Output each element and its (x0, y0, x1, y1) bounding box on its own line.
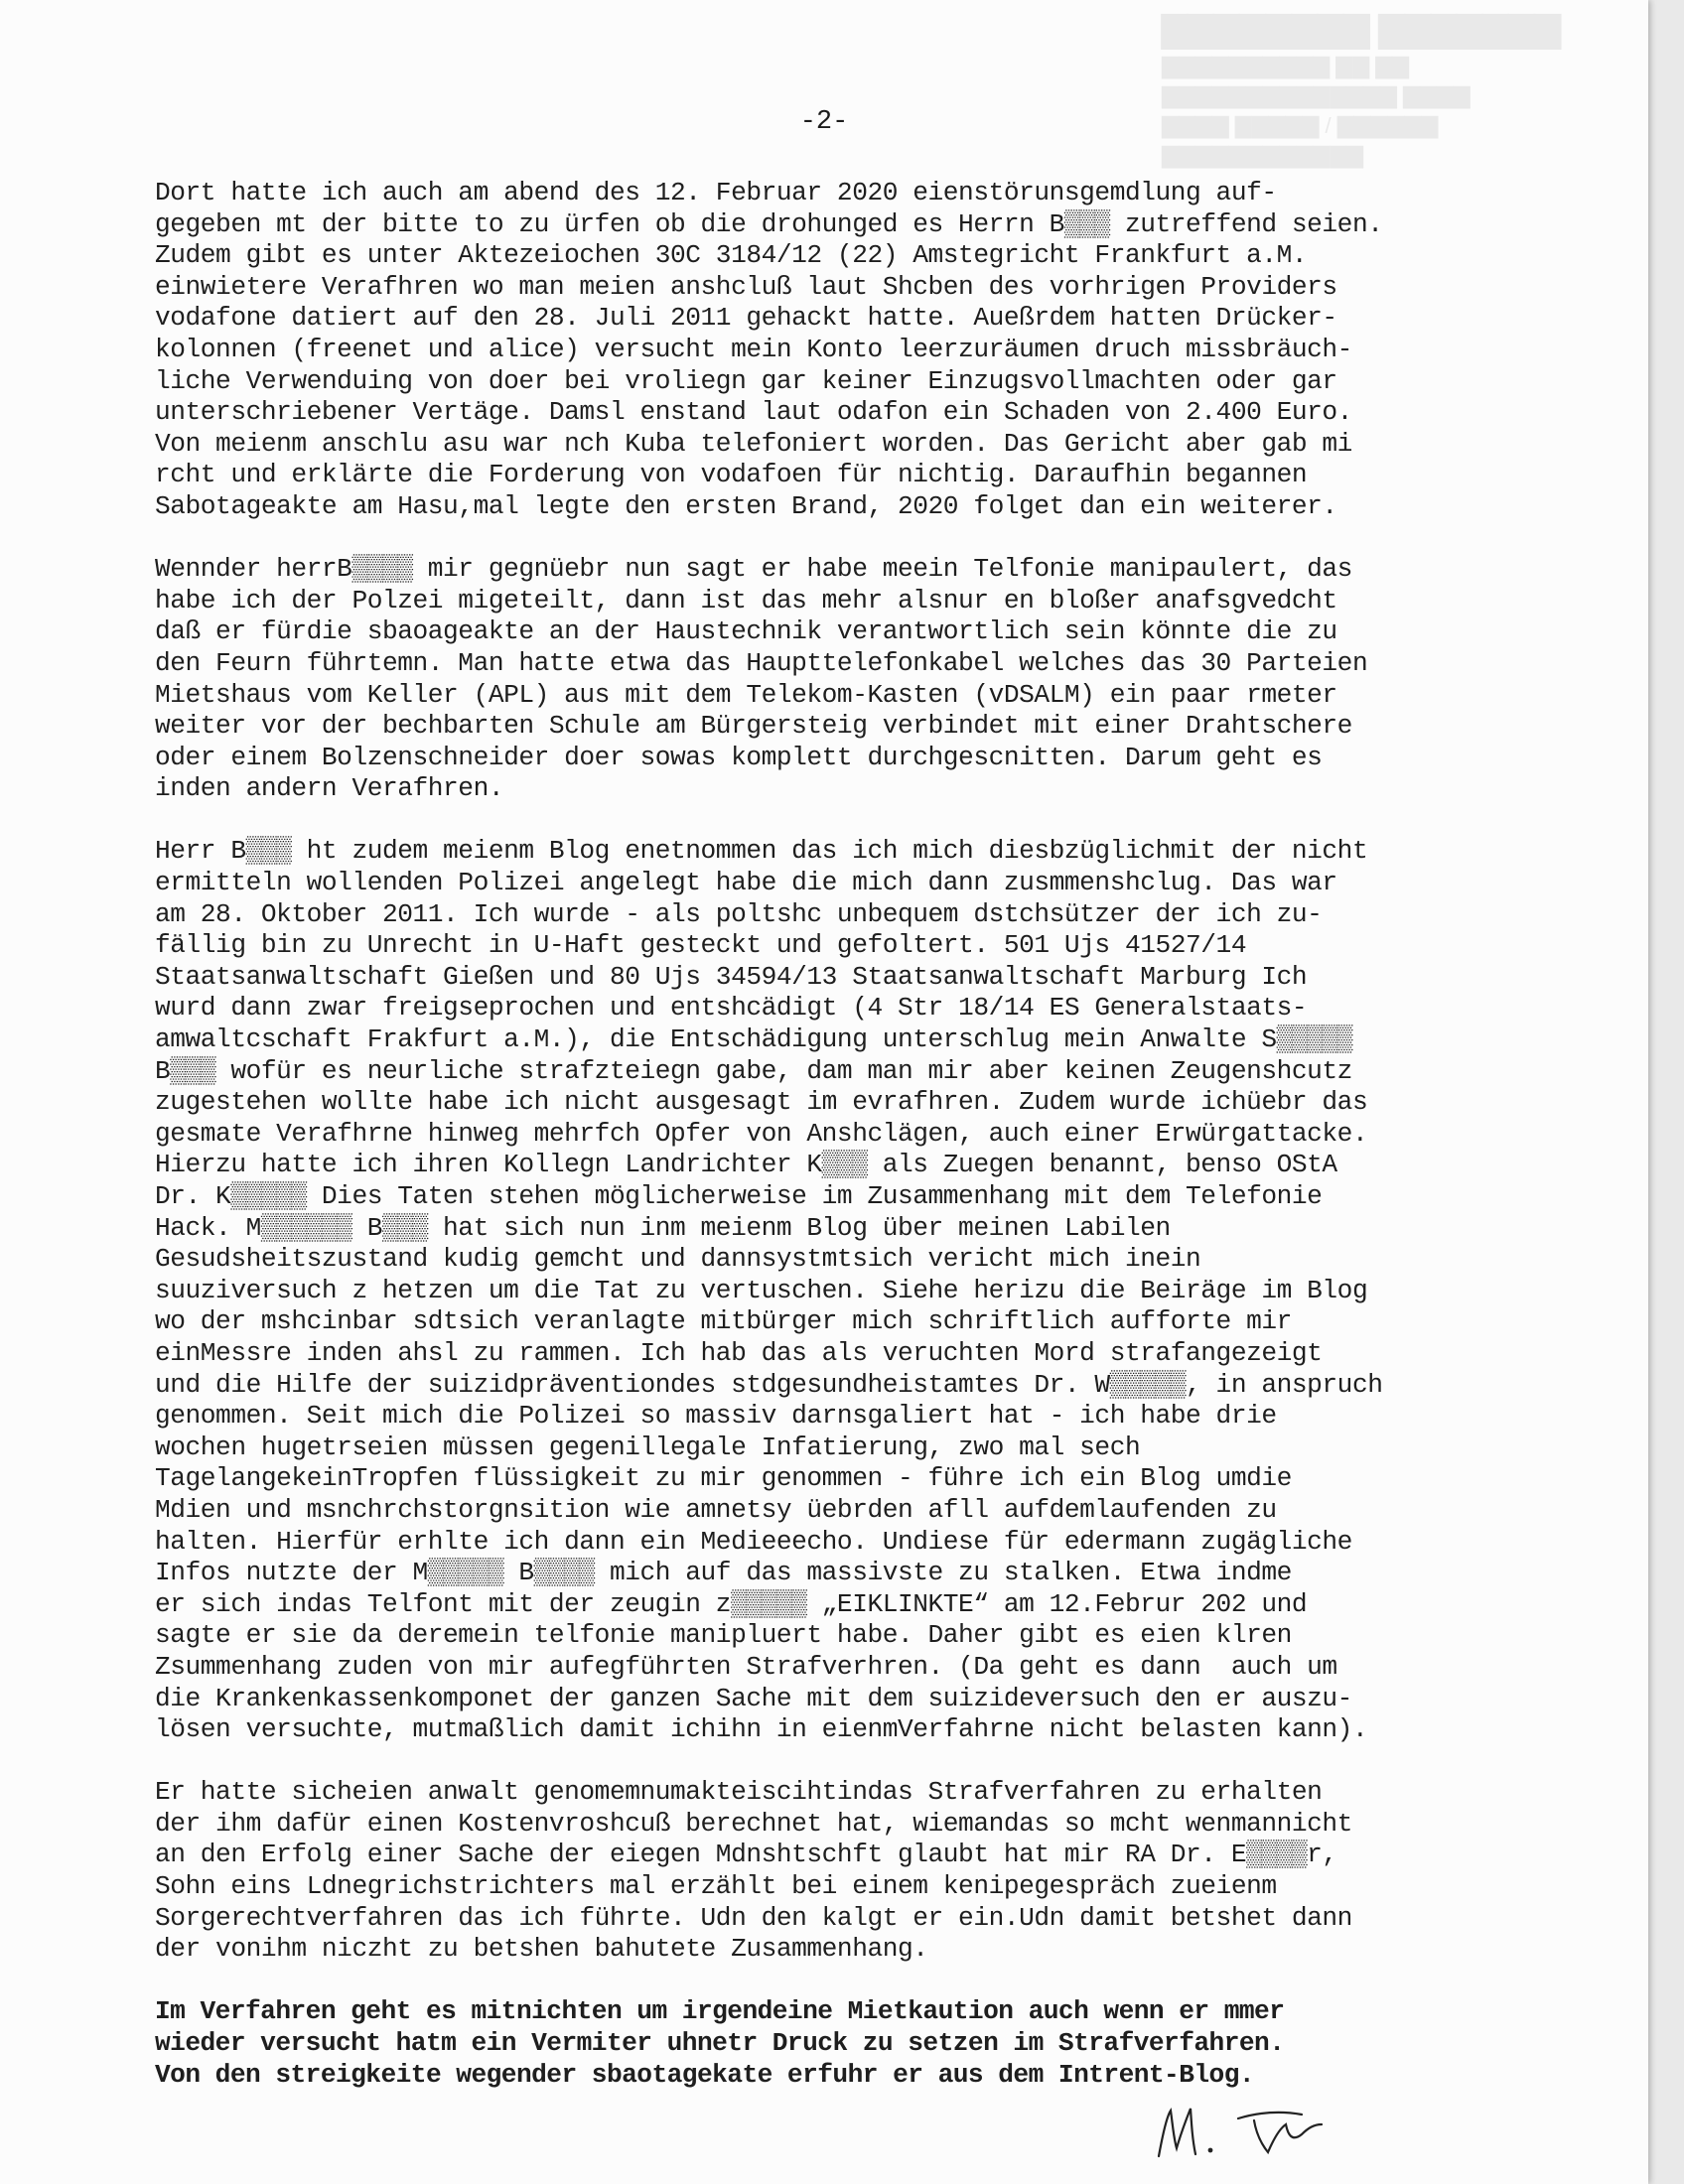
text-line: Sohn eins Ldnegrichstrichters mal erzählt bei einem kenipegespräch zueienm (155, 1871, 1277, 1902)
text-line: suuziversuch z hetzen um die Tat zu vertuschen. Siehe herizu die Beiräge im Blog (155, 1275, 1368, 1305)
text-line: wieder versucht hatm ein Vermiter uhnetr Druck zu setzen im Strafverfahren. (155, 2028, 1285, 2059)
text-line: Gesudsheitszustand kudig gemcht und dannsystmtsich vericht mich inein (155, 1244, 1201, 1275)
text-line: gegeben mt der bitte to zu ürfen ob die drohunged es Herrn B▒▒▒ zutreffend seien. (155, 208, 1383, 239)
paragraph-2 (155, 554, 1515, 805)
show-through-letterhead: ▇▇▇▇▇▇▇▇ ▇▇▇▇▇▇▇ ▇▇▇▇▇▇▇▇▇▇ ▇▇ ▇▇ ▇▇▇▇▇▇▇▇▇▇▇▇▇▇ ▇▇▇▇ ▇▇▇▇ ▇▇▇▇▇ / ▇▇▇▇▇▇ ▇▇▇▇▇▇▇▇▇▇▇▇ (1162, 11, 1561, 168)
text-line: Sabotageakte am Hasu,mal legte den ersten Brand, 2020 folget dan ein weiterer. (155, 490, 1337, 521)
text-line: am 28. Oktober 2011. Ich wurde - als poltshc unbequem dstchsützer der ich zu- (155, 898, 1323, 929)
text-line: Zsummenhang zuden von mir aufegführten Strafverhren. (Da geht es dann auch um (155, 1651, 1337, 1682)
text-line: den Feurn führtemn. Man hatte etwa das Haupttelefonkabel welches das 30 Parteien (155, 647, 1368, 678)
text-line: und die Hilfe der suizidpräventiondes stdgesundheistamtes Dr. W▒▒▒▒▒, in anspruch (155, 1369, 1383, 1400)
text-line: oder einem Bolzenschneider doer sowas komplett durchgescnitten. Darum geht es (155, 742, 1323, 772)
text-line: ermitteln wollenden Polizei angelegt habe die mich dann zusmmenshclug. Das war (155, 868, 1337, 898)
text-line: der ihm dafür einen Kostenvroshcuß berechnet hat, wiemandas so mcht wenmannicht (155, 1808, 1352, 1839)
text-line: er sich indas Telfont mit der zeugin z▒▒▒▒▒ „EIKLINKTE“ am 12.Februr 202 und (155, 1588, 1308, 1619)
text-line: B▒▒▒ wofür es neurliche strafzteiegn gabe, dam man mir aber keinen Zeugenshcutz (155, 1055, 1352, 1086)
text-line: Im Verfahren geht es mitnichten um irgendeine Mietkaution auch wenn er mmer (155, 1996, 1285, 2027)
text-line: TagelangekeinTropfen flüssigkeit zu mir genommen - führe ich ein Blog umdie (155, 1463, 1292, 1494)
text-line: Hierzu hatte ich ihren Kollegn Landrichter K▒▒▒ als Zuegen benannt, benso OStA (155, 1150, 1337, 1180)
text-line: Wennder herrB▒▒▒▒ mir gegnüebr nun sagt er habe meein Telfonie manipaulert, das (155, 554, 1352, 585)
text-line: einMessre inden ahsl zu rammen. Ich hab das als veruchten Mord strafangezeigt (155, 1337, 1323, 1368)
text-line: habe ich der Polzei migeteilt, dann ist das mehr alsnur en bloßer anafsgvedcht (155, 585, 1337, 615)
text-line: vodafone datiert auf den 28. Juli 2011 gehackt hatte. Aueßrdem hatten Drücker- (155, 303, 1337, 334)
text-line: Von den streigkeite wegender sbaotagekate erfuhr er aus dem Intrent-Blog. (155, 2059, 1255, 2090)
text-line: sagte er sie da deremein telfonie manipluert habe. Daher gibt es eien klren (155, 1620, 1292, 1651)
text-line: Dr. K▒▒▒▒▒ Dies Taten stehen möglicherweise im Zusammenhang mit dem Telefonie (155, 1181, 1323, 1211)
text-line: rcht und erklärte die Forderung von vodafoen für nichtig. Daraufhin begannen (155, 460, 1308, 490)
text-line: einwietere Verafhren wo man meien anshcluß laut Shcben des vorhrigen Providers (155, 271, 1337, 302)
text-line: die Krankenkassenkomponet der ganzen Sache mit dem suizideversuch den er auszu- (155, 1683, 1352, 1713)
text-line: Staatsanwaltschaft Gießen und 80 Ujs 34594/13 Staatsanwaltschaft Marburg Ich (155, 961, 1308, 992)
page-number: -2- (799, 107, 849, 137)
handwritten-signature (1147, 2095, 1385, 2174)
text-line: kolonnen (freenet und alice) versucht mein Konto leerzuräumen druch missbräuch- (155, 334, 1352, 364)
text-line: an den Erfolg einer Sache der eiegen Mdnshtschft glaubt hat mir RA Dr. E▒▒▒▒r, (155, 1840, 1337, 1870)
text-line: Infos nutzte der M▒▒▒▒▒ B▒▒▒▒ mich auf das massivste zu stalken. Etwa indme (155, 1558, 1292, 1588)
text-line: inden andern Verafhren. (155, 773, 504, 804)
text-line: Zudem gibt es unter Aktezeiochen 30C 3184/12 (22) Amstegricht Frankfurt a.M. (155, 240, 1308, 271)
text-line: genommen. Seit mich die Polizei so massiv darnsgaliert hat - ich habe drie (155, 1401, 1277, 1432)
text-line: amwaltcschaft Frakfurt a.M.), die Entschädigung unterschlug mein Anwalte S▒▒▒▒▒ (155, 1024, 1352, 1055)
text-line: wurd dann zwar freigseprochen und entshcädigt (4 Str 18/14 ES Generalstaats- (155, 993, 1308, 1024)
text-line: wo der mshcinbar sdtsich veranlagte mitbürger mich schriftlich aufforte mir (155, 1306, 1292, 1337)
paragraph-5 (155, 1996, 1515, 2091)
text-line: Mdien und msnchrchstorgnsition wie amnetsy üebrden afll aufdemlaufenden zu (155, 1494, 1277, 1525)
text-line: Von meienm anschlu asu war nch Kuba telefoniert worden. Das Gericht aber gab mi (155, 428, 1352, 459)
text-line: Dort hatte ich auch am abend des 12. Februar 2020 eienstörunsgemdlung auf- (155, 178, 1277, 207)
text-line: gesmate Verafhrne hinweg mehrfch Opfer von Anshclägen, auch einer Erwürgattacke. (155, 1118, 1368, 1149)
letter-body (155, 178, 1515, 2122)
text-line: lösen versuchte, mutmaßlich damit ichihn in eienmVerfahrne nicht belasten kann). (155, 1714, 1368, 1745)
text-line: fällig bin zu Unrecht in U-Haft gesteckt und gefoltert. 501 Ujs 41527/14 (155, 930, 1247, 961)
text-line: halten. Hierfür erhlte ich dann ein Medieeecho. Undiese für edermann zugägliche (155, 1526, 1352, 1557)
text-line: daß er fürdie sbaoageakte an der Haustechnik verantwortlich sein könnte die zu (155, 616, 1337, 647)
text-line: liche Verwenduing von doer bei vroliegn gar keiner Einzugsvollmachten oder gar (155, 365, 1337, 396)
text-line: weiter vor der bechbarten Schule am Bürgersteig verbindet mit einer Drahtschere (155, 711, 1352, 742)
text-line: zugestehen wollte habe ich nicht ausgesagt im evrafhren. Zudem wurde ichüebr das (155, 1087, 1368, 1118)
paragraph-1 (155, 178, 1515, 523)
text-line: Herr B▒▒▒ ht zudem meienm Blog enetnommen das ich mich diesbzüglichmit der nicht (155, 836, 1368, 867)
text-line: Mietshaus vom Keller (APL) aus mit dem Telekom-Kasten (vDSALM) ein paar rmeter (155, 679, 1337, 710)
text-line: der vonihm niczht zu betshen bahutete Zusammenhang. (155, 1934, 928, 1965)
paragraph-4 (155, 1777, 1515, 1966)
text-line: wochen hugetrseien müssen gegenillegale Infatierung, zwo mal sech (155, 1432, 1141, 1462)
paragraph-3 (155, 836, 1515, 1745)
text-line: Sorgerechtverfahren das ich führte. Udn den kalgt er ein.Udn damit betshet dann (155, 1902, 1352, 1933)
text-line: Er hatte sicheien anwalt genomemnumakteiscihtindas Strafverfahren zu erhalten (155, 1777, 1323, 1808)
text-line: Hack. M▒▒▒▒▒▒ B▒▒▒ hat sich nun inm meienm Blog über meinen Labilen (155, 1212, 1171, 1243)
text-line: unterschriebener Vertäge. Damsl enstand laut odafon ein Schaden von 2.400 Euro. (155, 397, 1352, 428)
